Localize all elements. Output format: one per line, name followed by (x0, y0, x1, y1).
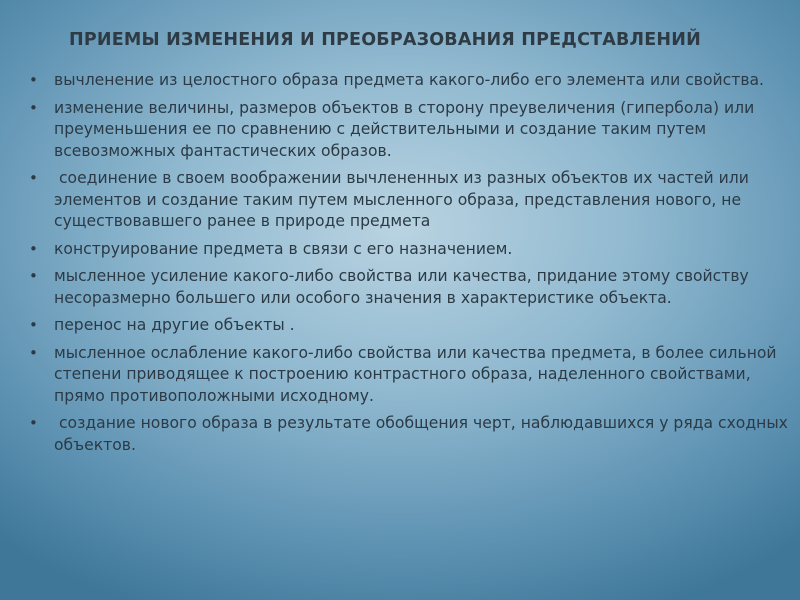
bullet-text: соединение в своем воображении вычлененных из разных объектов их частей или элементов и создание таким путем мысленного образа, представления нового, не существовавшего ранее в природе предмета (54, 169, 754, 230)
bullet-icon: • (29, 316, 38, 334)
bullet-text: мысленное ослабление какого-либо свойства или качества предмета, в более сильной степени приводящее к построению контрастного образа, наделенного свойствами, прямо противоположными исходному. (54, 343, 782, 405)
bullet-icon: • (29, 169, 38, 187)
bullet-text: изменение величины, размеров объектов в сторону преувеличения (гипербола) или преуменьшения ее по сравнению с действительными и создание таким путем всевозможных фантастических образов. (54, 98, 760, 160)
bullet-icon: • (29, 98, 38, 117)
bullet-item-7 (28, 343, 790, 408)
bullet-text: создание нового образа в результате обобщения черт, наблюдавшихся у ряда сходных объектов. (54, 414, 793, 454)
bullet-item-3 (28, 168, 790, 233)
bullet-text: конструирование предмета в связи с его назначением. (54, 239, 513, 258)
bullet-icon: • (29, 343, 38, 362)
bullet-item-4 (28, 239, 790, 261)
slide-title: ПРИЕМЫ ИЗМЕНЕНИЯ И ПРЕОБРАЗОВАНИЯ ПРЕДСТАВЛЕНИЙ (69, 30, 701, 50)
bullet-text: вычленение из целостного образа предмета какого-либо его элемента или свойства. (54, 71, 765, 89)
bullet-list (28, 70, 793, 462)
bullet-item-6 (28, 315, 790, 337)
bullet-icon: • (29, 239, 38, 258)
bullet-item-1 (28, 70, 790, 92)
bullet-text: мысленное усиление какого-либо свойства или качества, придание этому свойству несоразмерно большего или особого значения в характеристике объекта. (54, 267, 754, 307)
bullet-icon: • (29, 71, 38, 89)
bullet-icon: • (29, 267, 38, 285)
bullet-text: перенос на другие объекты . (54, 316, 295, 334)
bullet-item-5 (28, 266, 790, 309)
bullet-item-2 (28, 98, 790, 163)
bullet-icon: • (29, 414, 38, 432)
bullet-item-8 (28, 413, 793, 456)
